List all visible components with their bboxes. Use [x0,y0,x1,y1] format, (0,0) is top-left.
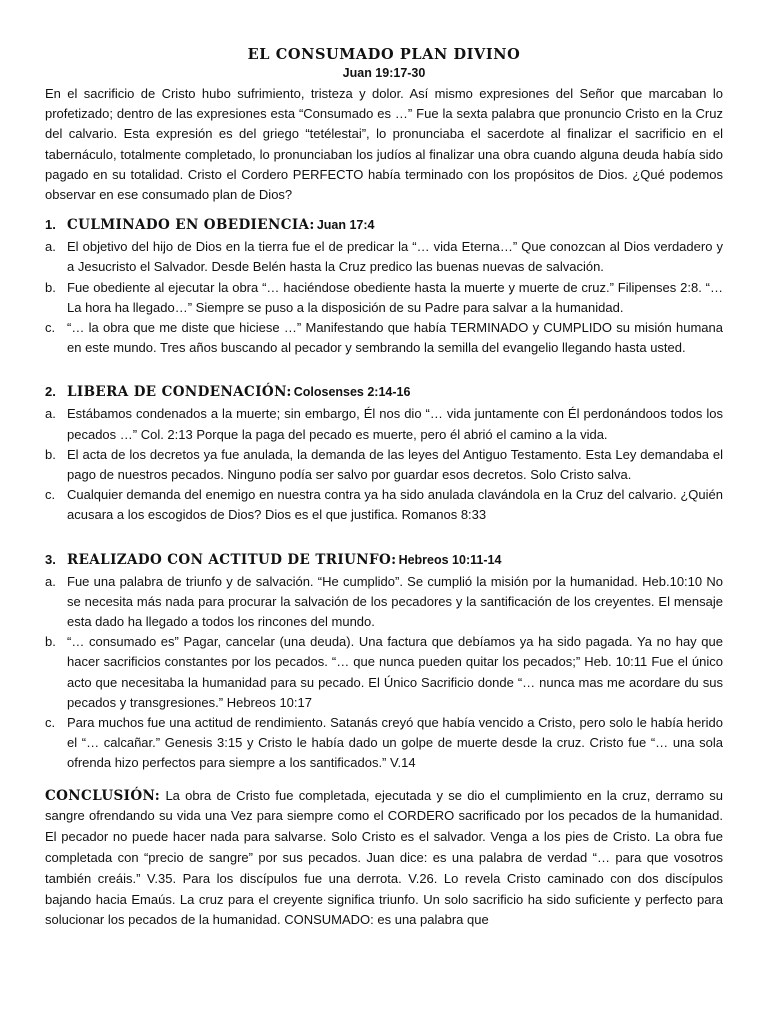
section-title: REALIZADO CON ACTITUD DE TRIUNFO: [67,551,397,568]
list-item [45,237,723,277]
item-text: El objetivo del hijo de Dios en la tierra fue el de predicar la “… vida Eterna…” Que conozcan al Dios verdadero y a Jesucristo el Salvador. Desde Belén hasta la Cruz predico las buenas nuevas de salvación. [67,239,723,275]
item-letter: a. [45,573,56,589]
conclusion-text: La obra de Cristo fue completada, ejecutada y se dio el cumplimiento en la cruz, derramo su sangre ofrendando su vida una Vez para siempre como el CORDERO sacrificado por los pecados de la humanidad. El pecador no puede hacer nada para salvarse. Solo Cristo es el salvador. Venga a los pies de Cristo. La obra fue completada con “precio de sangre” por sus pecados. Juan dice: es una palabra de verdad “… para que vosotros también creáis.” V.35. Para los discípulos fue una derrota. V.26. Lo revela Cristo caminado con dos discípulos bajando hacia Emaús. La cruz para el creyente significa triunfo. Un solo sacrificio ha sido suficiente y perfecto para solucionar los pecados de la humanidad. CONSUMADO: es una palabra que [45,787,723,928]
item-letter: b. [45,446,56,462]
list-item [45,485,723,525]
section-number: 2. [45,384,56,400]
conclusion-label: CONCLUSIÓN: [45,787,161,804]
item-text: “… consumado es” Pagar, cancelar (una deuda). Una factura que debíamos ya ha sido pagada. Ya no hay que hacer sacrificios constantes por los pecados. “… que nunca pueden quitar los pecados;” Heb. 10:11 Fue el único acto que necesitaba la humanidad para su pecado. El Único Sacrificio donde “… nunca mas me acordare du sus pecados y transgresiones.” Hebreos 10:17 [67,634,723,710]
conclusion-paragraph [45,786,723,932]
section-3-heading [45,550,723,570]
section-1-items [45,237,723,358]
section-2-heading [45,382,723,402]
item-letter: c. [45,715,56,731]
list-item [45,404,723,444]
intro-paragraph: En el sacrificio de Cristo hubo sufrimiento, tristeza y dolor. Así mismo expresiones del Señor que marcaban lo profetizado; dentro de las expresiones esta “Consumado es …” Fue la sexta palabra que pronuncio Cristo en la Cruz del calvario. Esta expresión es del griego “tetélestai”, lo pronunciaba el sacerdote al finalizar el sacrificio en el tabernáculo, totalmente completado, lo pronunciaban los judíos al finalizar una obra cuando alguna deuda había sido pagado en su totalidad. Cristo el Cordero PERFECTO había terminado con los propósitos de Dios. ¿Qué podemos observar en ese consumado plan de Dios? [45,86,723,203]
section-reference: Colosenses 2:14-16 [293,385,411,400]
section-spacer [45,526,723,540]
item-letter: b. [45,634,56,650]
section-2-items [45,404,723,525]
list-item [45,278,723,318]
item-text: Para muchos fue una actitud de rendimiento. Satanás creyó que había vencido a Cristo, pero solo le había herido el “… calcañar.” Genesis 3:15 y Cristo le había dado un golpe de muerte desde la cruz. Cristo fue “… una sola ofrenda hizo perfectos para siempre a los santificados.” V.14 [67,715,723,771]
item-text: El acta de los decretos ya fue anulada, la demanda de las leyes del Antiguo Testamento. Esta Ley demandaba el pago de nuestros pecados. Ninguno podía ser salvo por guardar esos decretos. Solo Cristo salva. [67,446,723,483]
document-reference: Juan 19:17-30 [342,66,426,80]
item-text: Fue obediente al ejecutar la obra “… haciéndose obediente hasta la muerte y muerte de cruz.” Filipenses 2:8. “… La hora ha llegado…” Siempre se puso a la disposición de su Padre para salvar a la humanidad. [67,279,723,315]
section-spacer [45,358,723,372]
section-number: 3. [45,551,56,567]
item-letter: a. [45,239,56,255]
list-item [45,632,723,713]
section-title: CULMINADO EN OBEDIENCIA: [67,217,315,234]
section-reference: Juan 17:4 [316,218,375,233]
item-text: Estábamos condenados a la muerte; sin embargo, Él nos dio “… vida juntamente con Él perdonándoos todos los pecados …” Col. 2:13 Porque la paga del pecado es muerte, pero él abrió el camino a la vida. [67,406,723,442]
section-3-items [45,572,723,774]
section-1-heading [45,215,723,235]
section-number: 1. [45,217,56,233]
item-text: Fue una palabra de triunfo y de salvación. “He cumplido”. Se cumplió la misión por la humanidad. Heb.10:10 No se necesita más nada para procurar la salvación de los pecadores y la santificación de los creyentes. El mensaje esta dado ha llegado a todos los rincones del mundo. [67,573,723,630]
item-text: Cualquier demanda del enemigo en nuestra contra ya ha sido anulada clavándola en la Cruz del calvario. ¿Quién acusara a los escogidos de Dios? Dios es el que justifica. Romanos 8:33 [67,487,723,523]
list-item [45,572,723,633]
document-title: EL CONSUMADO PLAN DIVINO [247,46,521,63]
item-letter: b. [45,279,56,295]
item-letter: c. [45,487,56,503]
item-text: “… la obra que me diste que hiciese …” Manifestando que había TERMINADO y CUMPLIDO su misión humana en este mundo. Tres años buscando al pecador y sembrando la semilla del evangelio llegando hasta usted. [67,320,723,356]
item-letter: c. [45,320,56,336]
section-title: LIBERA DE CONDENACIÓN: [67,384,292,401]
section-reference: Hebreos 10:11-14 [398,552,502,567]
item-letter: a. [45,406,56,422]
list-item [45,713,723,774]
list-item [45,445,723,485]
list-item [45,318,723,358]
